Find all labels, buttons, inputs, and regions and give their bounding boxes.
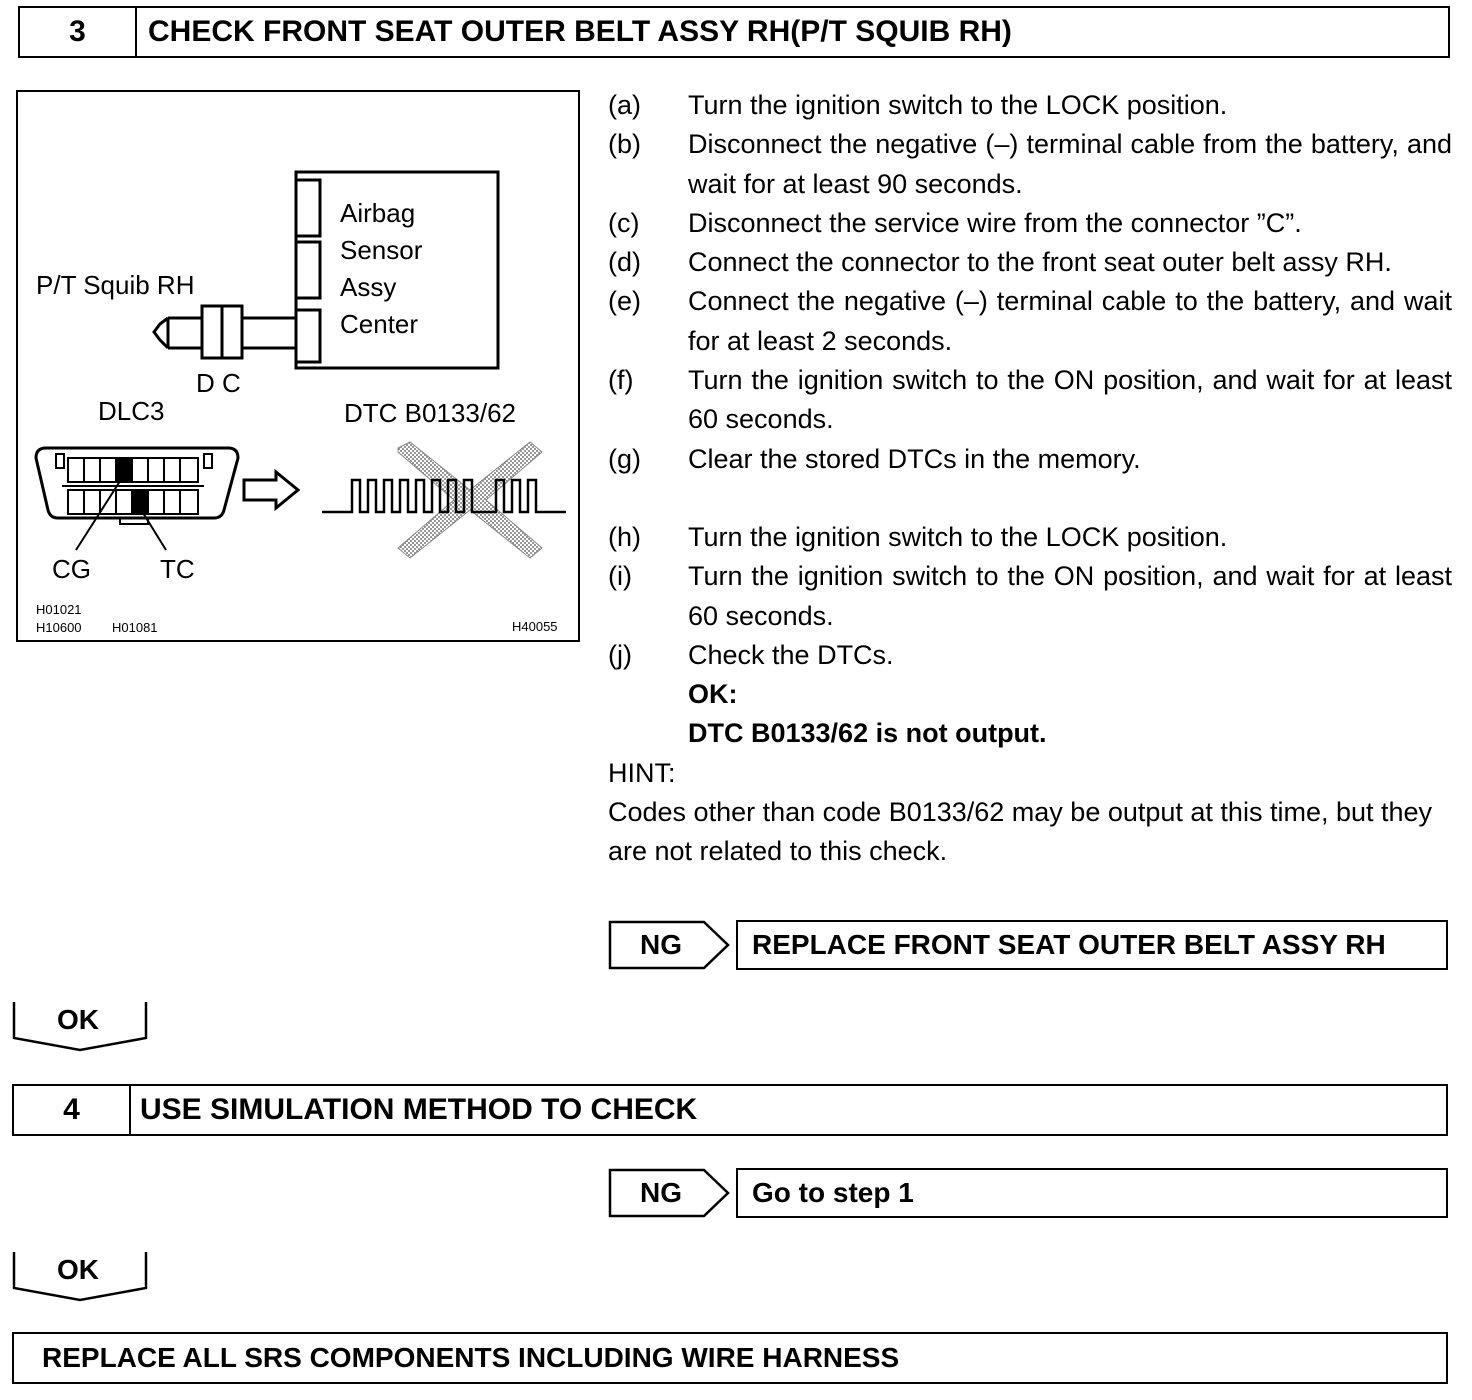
figure-code-3: H01081 xyxy=(112,620,158,635)
figure-code-1: H01021 xyxy=(36,602,82,617)
tc-label: TC xyxy=(160,554,195,584)
instruction-item xyxy=(608,86,1452,125)
instruction-list xyxy=(608,86,1452,872)
step-3-header xyxy=(18,6,1450,58)
item-letter: (j) xyxy=(608,639,632,670)
connector-letters: D C xyxy=(196,368,241,398)
item-letter: (c) xyxy=(608,207,640,238)
ng-label: NG xyxy=(640,1177,682,1208)
instruction-item xyxy=(608,125,1452,204)
ok-label: OK xyxy=(57,1004,99,1035)
figure-code-2: H10600 xyxy=(36,620,82,635)
wiring-figure xyxy=(16,90,580,642)
airbag-label-3: Assy xyxy=(340,272,397,302)
instruction-item xyxy=(608,636,1452,675)
ok-result-text: DTC B0133/62 is not output. xyxy=(688,718,1047,749)
figure-code-4: H40055 xyxy=(512,619,558,634)
ok-arrow-1 xyxy=(12,1000,152,1054)
item-letter: (h) xyxy=(608,521,641,552)
item-text: Turn the ignition switch to the ON position, and wait for at least 60 seconds. xyxy=(688,561,1452,631)
airbag-label-2: Sensor xyxy=(340,235,423,265)
figure-drawing xyxy=(18,92,582,644)
step-number: 3 xyxy=(20,8,137,56)
dlc3-label: DLC3 xyxy=(98,396,165,426)
hint-label: HINT: xyxy=(608,757,676,788)
step-title: USE SIMULATION METHOD TO CHECK xyxy=(140,1093,698,1126)
item-letter: (e) xyxy=(608,286,641,317)
step-title: CHECK FRONT SEAT OUTER BELT ASSY RH(P/T SQUIB RH) xyxy=(148,15,1012,48)
step-number: 4 xyxy=(14,1086,131,1134)
airbag-label-1: Airbag xyxy=(340,198,416,228)
hint-text: Codes other than code B0133/62 may be output at this time, but they are not related to this check. xyxy=(608,797,1433,867)
ok-arrow-2 xyxy=(12,1250,152,1304)
item-letter: (d) xyxy=(608,247,641,278)
instruction-item xyxy=(608,518,1452,557)
item-text: Disconnect the negative (–) terminal cable from the battery, and wait for at least 90 seconds. xyxy=(688,129,1452,199)
item-text: Connect the connector to the front seat outer belt assy RH. xyxy=(688,247,1392,278)
item-text: Connect the negative (–) terminal cable to the battery, and wait for at least 2 seconds. xyxy=(688,286,1452,356)
instruction-item xyxy=(608,243,1452,282)
instruction-item xyxy=(608,557,1452,636)
item-text: Clear the stored DTCs in the memory. xyxy=(688,443,1141,474)
item-text: Turn the ignition switch to the ON position, and wait for at least 60 seconds. xyxy=(688,365,1452,435)
final-action-box: REPLACE ALL SRS COMPONENTS INCLUDING WIRE HARNESS xyxy=(12,1332,1448,1384)
squib-label: P/T Squib RH xyxy=(36,270,195,300)
item-text: Check the DTCs. xyxy=(688,639,894,670)
instruction-item xyxy=(608,361,1452,440)
dtc-label: DTC B0133/62 xyxy=(344,398,516,428)
ok-result-label: OK: xyxy=(688,679,738,710)
instruction-item xyxy=(608,440,1452,479)
squib-connector xyxy=(154,318,168,348)
item-letter: (i) xyxy=(608,561,632,592)
ok-label: OK xyxy=(57,1254,99,1285)
instruction-item xyxy=(608,204,1452,243)
ng-label: NG xyxy=(640,929,682,960)
ng-action-2: Go to step 1 xyxy=(736,1168,1448,1218)
instruction-item xyxy=(608,282,1452,361)
ng-indicator-2 xyxy=(608,1168,732,1218)
item-letter: (b) xyxy=(608,129,641,160)
item-letter: (f) xyxy=(608,365,634,396)
ng-action-1: REPLACE FRONT SEAT OUTER BELT ASSY RH xyxy=(736,920,1448,970)
item-letter: (g) xyxy=(608,443,641,474)
item-text: Turn the ignition switch to the LOCK position. xyxy=(688,521,1228,552)
cg-label: CG xyxy=(52,554,91,584)
item-text: Disconnect the service wire from the connector ”C”. xyxy=(688,207,1302,238)
arrow-right xyxy=(244,472,298,508)
item-letter: (a) xyxy=(608,90,641,120)
item-text: Turn the ignition switch to the LOCK position. xyxy=(688,90,1228,120)
ng-indicator-1 xyxy=(608,920,732,970)
airbag-label-4: Center xyxy=(340,309,419,339)
step-4-header xyxy=(12,1084,1448,1136)
